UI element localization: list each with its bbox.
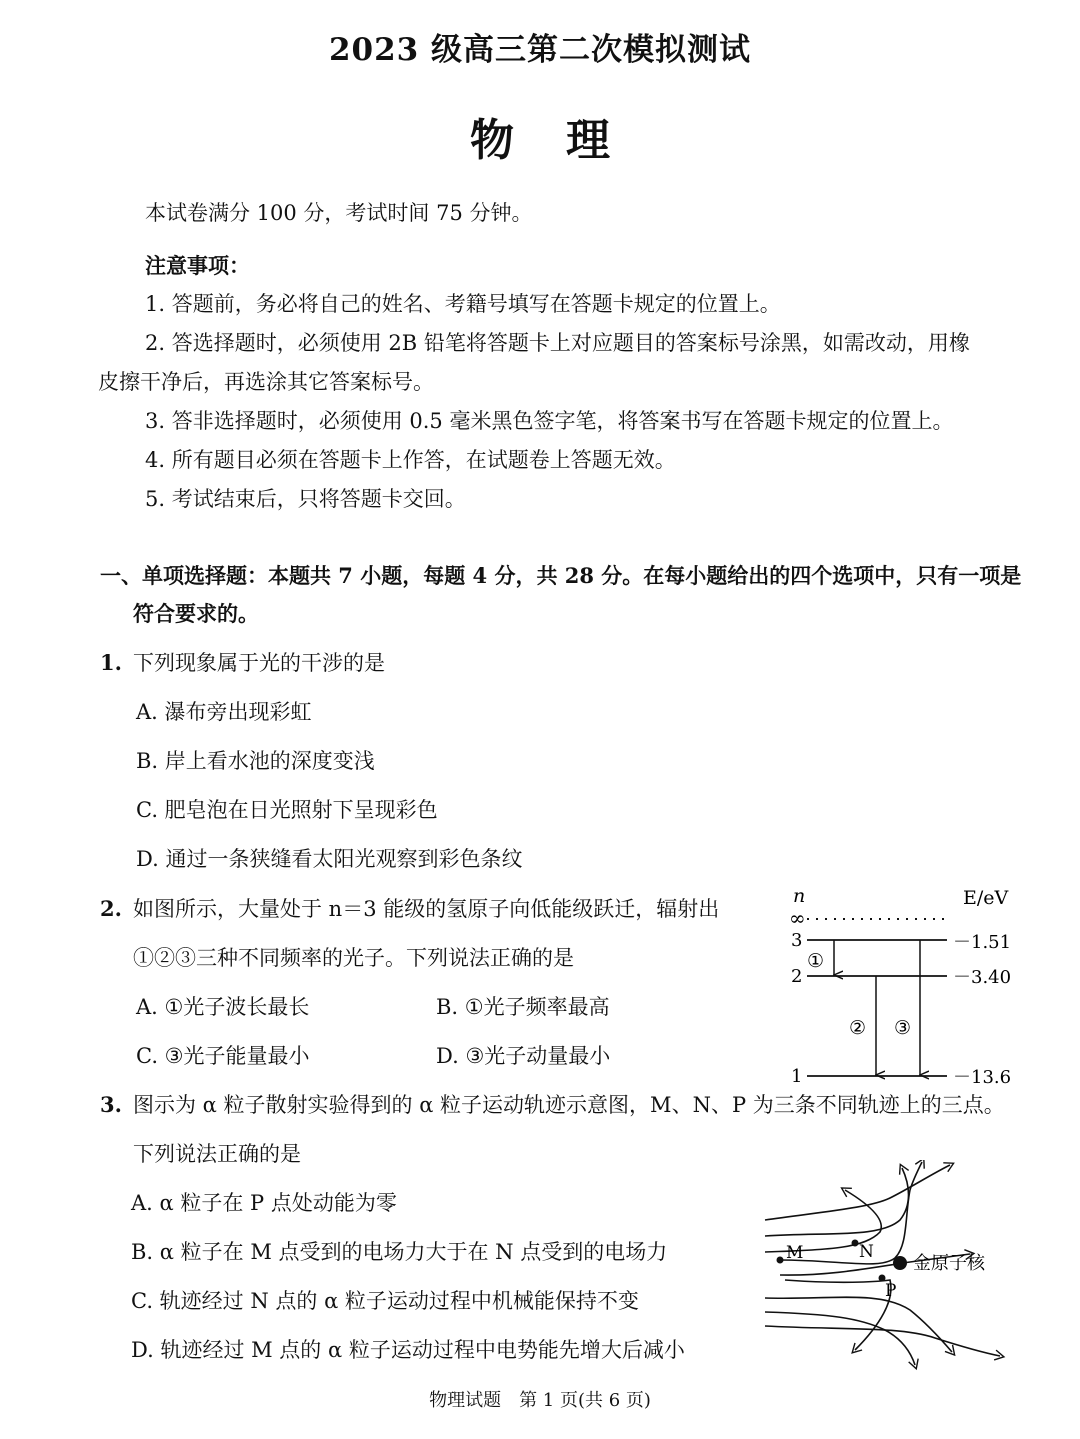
- note-item: 1. 答题前，务必将自己的姓名、考籍号填写在答题卡规定的位置上。: [145, 292, 781, 316]
- option-b: B. ①光子频率最高: [436, 995, 610, 1019]
- infinity-label: ∞: [789, 906, 806, 930]
- note-item: 3. 答非选择题时，必须使用 0.5 毫米黑色签字笔，将答案书写在答题卡规定的位置上。: [145, 409, 954, 433]
- gold-nucleus-icon: [893, 1256, 907, 1270]
- note-item: 4. 所有题目必须在答题卡上作答，在试题卷上答题无效。: [145, 448, 676, 472]
- option-d: D. 轨迹经过 M 点的 α 粒子运动过程中电势能先增大后减小: [131, 1338, 685, 1362]
- trajectory-line-through-p: [785, 1280, 891, 1350]
- option-a: A. 瀑布旁出现彩虹: [136, 700, 312, 724]
- question-stem: 图示为 α 粒子散射实验得到的 α 粒子运动轨迹示意图，M、N、P 为三条不同轨迹上的三点。: [133, 1093, 1005, 1117]
- question-stem-cont: ①②③三种不同频率的光子。下列说法正确的是: [133, 946, 574, 970]
- question-number: 1.: [100, 650, 122, 675]
- transition-3-label: ③: [894, 1017, 912, 1039]
- option-d: D. 通过一条狭缝看太阳光观察到彩色条纹: [136, 847, 523, 871]
- trajectory-line: [765, 1168, 909, 1236]
- option-b: B. 岸上看水池的深度变浅: [136, 749, 375, 773]
- section-heading: 一、单项选择题：本题共 7 小题，每题 4 分，共 28 分。在每小题给出的四个选项中，只有一项是: [100, 563, 1022, 588]
- alpha-scattering-diagram: [760, 1160, 1040, 1375]
- trajectory-line: [765, 1165, 950, 1220]
- level-2-n: 2: [791, 966, 803, 987]
- note-item: 2. 答选择题时，必须使用 2B 铅笔将答题卡上对应题目的答案标号涂黑，如需改动，用橡: [145, 331, 970, 355]
- level-3-energy: －1.51: [953, 932, 1012, 953]
- point-n-dot: [852, 1240, 859, 1247]
- option-d: D. ③光子动量最小: [436, 1044, 611, 1068]
- transition-2-label: ②: [849, 1017, 867, 1039]
- intro-text: 本试卷满分 100 分，考试时间 75 分钟。: [145, 201, 533, 225]
- question-stem: 下列现象属于光的干涉的是: [133, 651, 385, 675]
- trajectory-line: [765, 1312, 915, 1365]
- level-3-n: 3: [791, 930, 803, 951]
- n-axis-label: n: [793, 885, 806, 907]
- option-a: A. ①光子波长最长: [136, 995, 310, 1019]
- subject-title: 物理: [470, 115, 662, 166]
- option-c: C. ③光子能量最小: [136, 1044, 310, 1068]
- option-b: B. α 粒子在 M 点受到的电场力大于在 N 点受到的电场力: [131, 1240, 668, 1264]
- exam-title: 2023 级高三第二次模拟测试: [328, 32, 752, 68]
- point-m-dot: [777, 1257, 784, 1264]
- note-item: 皮擦干净后，再选涂其它答案标号。: [98, 370, 434, 394]
- energy-axis-label: E/eV: [963, 887, 1009, 909]
- option-a: A. α 粒子在 P 点处动能为零: [131, 1191, 397, 1215]
- trajectory-line: [765, 1297, 952, 1352]
- point-p-label: P: [885, 1281, 897, 1301]
- page-footer: 物理试题 第 1 页(共 6 页): [429, 1390, 651, 1411]
- point-m-label: M: [786, 1243, 804, 1263]
- gold-nucleus-label: 金原子核: [913, 1253, 985, 1274]
- notes-heading: 注意事项：: [145, 253, 250, 278]
- section-heading-cont: 符合要求的。: [133, 601, 259, 626]
- trajectory-line: [765, 1326, 1000, 1356]
- point-n-label: N: [859, 1242, 874, 1262]
- note-item: 5. 考试结束后，只将答题卡交回。: [145, 487, 466, 511]
- question-stem-cont: 下列说法正确的是: [133, 1142, 301, 1166]
- option-c: C. 轨迹经过 N 点的 α 粒子运动过程中机械能保持不变: [131, 1289, 639, 1313]
- question-number: 2.: [100, 896, 122, 921]
- level-2-energy: －3.40: [953, 967, 1012, 988]
- energy-level-diagram: [775, 880, 1045, 1095]
- question-stem: 如图所示，大量处于 n＝3 能级的氢原子向低能级跃迁，辐射出: [133, 897, 720, 921]
- level-1-n: 1: [791, 1066, 803, 1087]
- option-c: C. 肥皂泡在日光照射下呈现彩色: [136, 798, 438, 822]
- question-number: 3.: [100, 1092, 122, 1117]
- transition-1-label: ①: [807, 950, 825, 972]
- level-1-energy: －13.6: [953, 1067, 1012, 1088]
